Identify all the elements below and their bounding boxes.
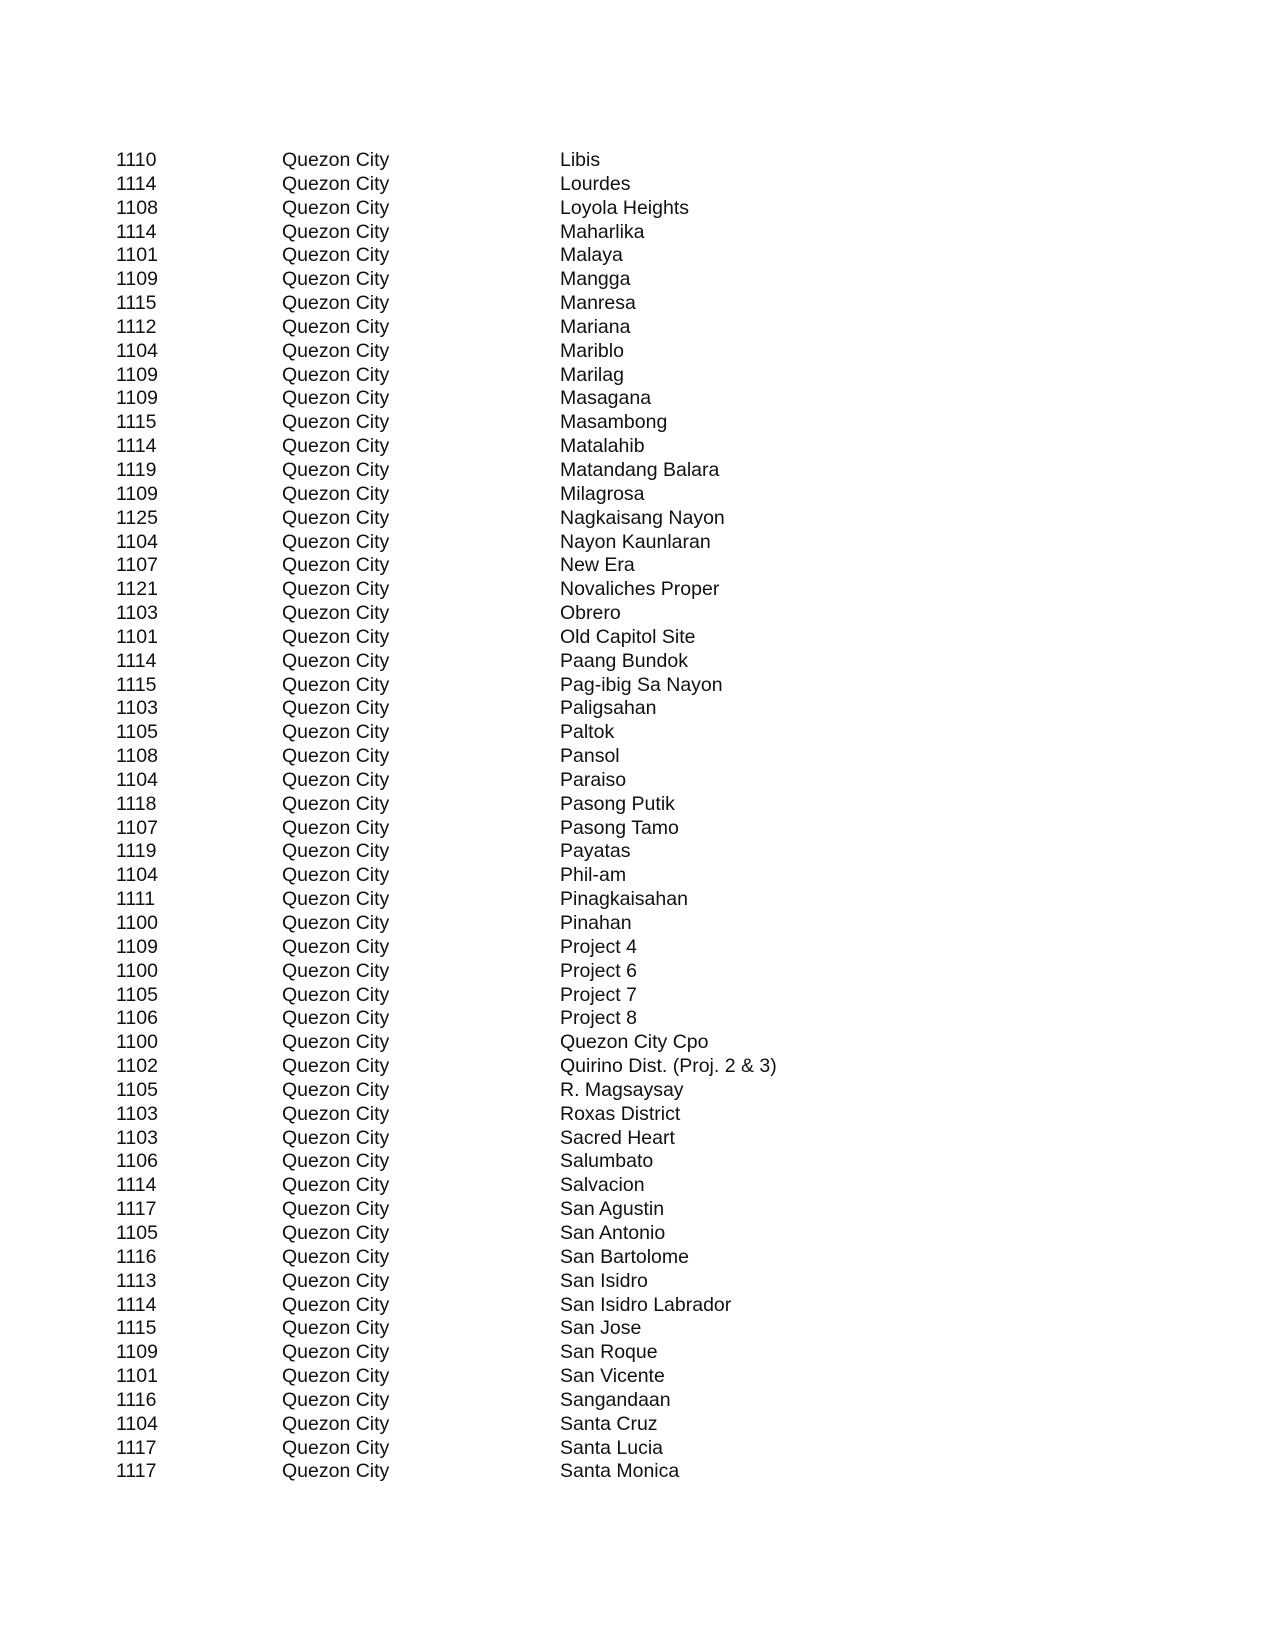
area-name-cell: Project 4 [560, 935, 637, 958]
city-cell: Quezon City [282, 935, 390, 958]
city-cell: Quezon City [282, 912, 390, 934]
zip-code-cell: 1104 [116, 1412, 158, 1435]
area-name-cell: Old Capitol Site [560, 625, 696, 648]
city-cell: Quezon City [282, 1221, 390, 1244]
city-cell: Quezon City [282, 1126, 390, 1149]
table-row [116, 1031, 876, 1055]
area-name-cell: San Roque [560, 1341, 658, 1364]
zip-code-cell: 1114 [116, 1293, 157, 1316]
zip-code-cell: 1103 [116, 602, 158, 625]
city-cell: Quezon City [282, 172, 390, 195]
area-name-cell: Nayon Kaunlaran [560, 530, 711, 553]
zip-code-cell: 1117 [116, 1198, 157, 1221]
table-row [116, 793, 876, 817]
zip-code-cell: 1100 [116, 959, 158, 982]
city-cell: Quezon City [282, 244, 390, 267]
area-name-cell: Sacred Heart [560, 1126, 675, 1149]
table-row [116, 244, 876, 268]
table-row [116, 697, 876, 721]
area-name-cell: Santa Monica [560, 1460, 680, 1483]
table-row [116, 387, 876, 411]
area-name-cell: San Antonio [560, 1221, 666, 1244]
table-row [116, 960, 876, 984]
zip-code-cell: 1115 [116, 411, 157, 434]
zip-code-cell: 1109 [116, 1341, 158, 1364]
area-name-cell: Salvacion [560, 1174, 645, 1197]
city-cell: Quezon City [282, 1245, 390, 1268]
table-row [116, 149, 876, 173]
area-name-cell: Pansol [560, 745, 620, 768]
table-row [116, 268, 876, 292]
area-name-cell: Paltok [560, 721, 615, 744]
zip-code-cell: 1106 [116, 1007, 158, 1030]
city-cell: Quezon City [282, 983, 390, 1006]
city-cell: Quezon City [282, 1388, 390, 1411]
area-name-cell: Payatas [560, 840, 631, 863]
zip-code-cell: 1105 [116, 983, 158, 1006]
area-name-cell: Paraiso [560, 768, 627, 791]
city-cell: Quezon City [282, 697, 390, 720]
city-cell: Quezon City [282, 339, 390, 362]
table-row [116, 984, 876, 1008]
zip-code-cell: 1119 [116, 458, 157, 481]
area-name-cell: Masambong [560, 411, 668, 434]
city-cell: Quezon City [282, 792, 390, 815]
zip-code-cell: 1106 [116, 1150, 158, 1173]
zip-code-table [116, 149, 876, 1484]
table-row [116, 864, 876, 888]
city-cell: Quezon City [282, 363, 390, 386]
area-name-cell: San Isidro [560, 1269, 648, 1292]
area-name-cell: Sangandaan [560, 1388, 671, 1411]
table-row [116, 626, 876, 650]
area-name-cell: San Bartolome [560, 1245, 689, 1268]
table-row [116, 936, 876, 960]
city-cell: Quezon City [282, 578, 390, 601]
table-row [116, 459, 876, 483]
city-cell: Quezon City [282, 1341, 390, 1364]
table-row [116, 1294, 876, 1318]
area-name-cell: R. Magsaysay [560, 1078, 684, 1101]
table-row [116, 340, 876, 364]
city-cell: Quezon City [282, 1174, 390, 1197]
zip-code-cell: 1111 [116, 888, 156, 911]
table-row [116, 1198, 876, 1222]
area-name-cell: Matalahib [560, 435, 645, 458]
area-name-cell: San Agustin [560, 1198, 665, 1221]
zip-code-cell: 1115 [116, 1317, 157, 1340]
city-cell: Quezon City [282, 458, 390, 481]
zip-code-cell: 1103 [116, 1102, 158, 1125]
zip-code-cell: 1112 [116, 315, 157, 338]
area-name-cell: Pag-ibig Sa Nayon [560, 673, 723, 696]
table-row [116, 1079, 876, 1103]
city-cell: Quezon City [282, 387, 390, 410]
table-row [116, 602, 876, 626]
area-name-cell: Novaliches Proper [560, 578, 720, 601]
table-row [116, 650, 876, 674]
table-row [116, 1389, 876, 1413]
city-cell: Quezon City [282, 435, 390, 458]
table-row [116, 292, 876, 316]
table-row [116, 817, 876, 841]
table-row [116, 1103, 876, 1127]
city-cell: Quezon City [282, 768, 390, 791]
zip-code-cell: 1104 [116, 530, 158, 553]
area-name-cell: San Jose [560, 1317, 642, 1340]
table-row [116, 531, 876, 555]
city-cell: Quezon City [282, 1269, 390, 1292]
zip-code-cell: 1117 [116, 1460, 157, 1483]
zip-code-cell: 1109 [116, 482, 158, 505]
city-cell: Quezon City [282, 196, 390, 219]
table-row [116, 1460, 876, 1484]
area-name-cell: Pasong Tamo [560, 816, 679, 839]
table-row [116, 1413, 876, 1437]
zip-code-cell: 1103 [116, 1126, 158, 1149]
table-row [116, 912, 876, 936]
table-row [116, 1055, 876, 1079]
area-name-cell: Pasong Putik [560, 792, 675, 815]
zip-code-cell: 1109 [116, 387, 158, 410]
table-row [116, 1222, 876, 1246]
city-cell: Quezon City [282, 1412, 390, 1435]
table-row [116, 507, 876, 531]
zip-code-cell: 1105 [116, 1078, 158, 1101]
area-name-cell: San Vicente [560, 1365, 665, 1388]
area-name-cell: Paligsahan [560, 697, 657, 720]
area-name-cell: Milagrosa [560, 482, 645, 505]
city-cell: Quezon City [282, 482, 390, 505]
table-row [116, 745, 876, 769]
area-name-cell: Manresa [560, 292, 636, 315]
area-name-cell: Project 6 [560, 959, 637, 982]
zip-code-cell: 1117 [116, 1436, 157, 1459]
area-name-cell: Lourdes [560, 172, 631, 195]
zip-code-cell: 1104 [116, 339, 158, 362]
zip-code-cell: 1121 [116, 578, 158, 601]
area-name-cell: Quirino Dist. (Proj. 2 & 3) [560, 1055, 777, 1078]
city-cell: Quezon City [282, 625, 390, 648]
table-row [116, 1437, 876, 1461]
city-cell: Quezon City [282, 554, 390, 577]
table-row [116, 1007, 876, 1031]
zip-code-cell: 1104 [116, 768, 158, 791]
area-name-cell: Pinahan [560, 912, 632, 934]
zip-code-cell: 1114 [116, 172, 157, 195]
area-name-cell: Mariblo [560, 339, 624, 362]
city-cell: Quezon City [282, 1365, 390, 1388]
table-row [116, 769, 876, 793]
zip-code-cell: 1115 [116, 673, 157, 696]
table-row [116, 1246, 876, 1270]
area-name-cell: Loyola Heights [560, 196, 689, 219]
table-row [116, 1150, 876, 1174]
city-cell: Quezon City [282, 1078, 390, 1101]
zip-code-cell: 1100 [116, 1031, 158, 1054]
area-name-cell: Salumbato [560, 1150, 654, 1173]
area-name-cell: New Era [560, 554, 635, 577]
zip-code-cell: 1119 [116, 840, 157, 863]
zip-code-cell: 1114 [116, 435, 157, 458]
city-cell: Quezon City [282, 1102, 390, 1125]
zip-code-cell: 1114 [116, 1174, 157, 1197]
table-row [116, 1317, 876, 1341]
city-cell: Quezon City [282, 1317, 390, 1340]
zip-code-cell: 1108 [116, 196, 158, 219]
city-cell: Quezon City [282, 506, 390, 529]
area-name-cell: Mangga [560, 268, 631, 291]
zip-code-cell: 1125 [116, 506, 158, 529]
zip-code-cell: 1101 [116, 1365, 158, 1388]
area-name-cell: Paang Bundok [560, 649, 688, 672]
area-name-cell: Maharlika [560, 220, 645, 243]
city-cell: Quezon City [282, 1150, 390, 1173]
area-name-cell: Pinagkaisahan [560, 888, 688, 911]
area-name-cell: Malaya [560, 244, 623, 267]
city-cell: Quezon City [282, 864, 390, 887]
city-cell: Quezon City [282, 268, 390, 291]
table-row [116, 197, 876, 221]
table-row [116, 364, 876, 388]
zip-code-cell: 1109 [116, 363, 158, 386]
city-cell: Quezon City [282, 1031, 390, 1054]
zip-code-cell: 1118 [116, 792, 157, 815]
table-row [116, 1174, 876, 1198]
table-row [116, 721, 876, 745]
table-row [116, 1270, 876, 1294]
zip-code-cell: 1107 [116, 816, 158, 839]
area-name-cell: Roxas District [560, 1102, 681, 1125]
area-name-cell: Quezon City Cpo [560, 1031, 709, 1054]
city-cell: Quezon City [282, 745, 390, 768]
zip-code-cell: 1113 [116, 1269, 157, 1292]
table-row [116, 840, 876, 864]
zip-code-cell: 1103 [116, 697, 158, 720]
city-cell: Quezon City [282, 315, 390, 338]
city-cell: Quezon City [282, 673, 390, 696]
zip-code-cell: 1116 [116, 1245, 157, 1268]
zip-code-cell: 1101 [116, 244, 158, 267]
zip-code-cell: 1105 [116, 1221, 158, 1244]
table-row [116, 316, 876, 340]
zip-code-cell: 1105 [116, 721, 158, 744]
city-cell: Quezon City [282, 721, 390, 744]
city-cell: Quezon City [282, 530, 390, 553]
area-name-cell: Obrero [560, 602, 621, 625]
area-name-cell: Libis [560, 149, 601, 171]
city-cell: Quezon City [282, 602, 390, 625]
area-name-cell: San Isidro Labrador [560, 1293, 732, 1316]
city-cell: Quezon City [282, 292, 390, 315]
table-row [116, 1341, 876, 1365]
area-name-cell: Santa Cruz [560, 1412, 658, 1435]
city-cell: Quezon City [282, 1293, 390, 1316]
area-name-cell: Project 7 [560, 983, 637, 1006]
city-cell: Quezon City [282, 411, 390, 434]
table-row [116, 483, 876, 507]
table-row [116, 888, 876, 912]
zip-code-cell: 1109 [116, 935, 158, 958]
zip-code-cell: 1115 [116, 292, 157, 315]
city-cell: Quezon City [282, 888, 390, 911]
area-name-cell: Marilag [560, 363, 624, 386]
table-row [116, 221, 876, 245]
zip-code-cell: 1107 [116, 554, 158, 577]
city-cell: Quezon City [282, 1460, 390, 1483]
area-name-cell: Masagana [560, 387, 652, 410]
zip-code-cell: 1104 [116, 864, 158, 887]
area-name-cell: Project 8 [560, 1007, 637, 1030]
city-cell: Quezon City [282, 149, 390, 171]
zip-code-cell: 1108 [116, 745, 158, 768]
table-row [116, 578, 876, 602]
city-cell: Quezon City [282, 1198, 390, 1221]
area-name-cell: Santa Lucia [560, 1436, 663, 1459]
zip-code-cell: 1100 [116, 912, 158, 934]
table-row [116, 173, 876, 197]
city-cell: Quezon City [282, 649, 390, 672]
table-row [116, 1365, 876, 1389]
area-name-cell: Matandang Balara [560, 458, 720, 481]
table-row [116, 1127, 876, 1151]
city-cell: Quezon City [282, 220, 390, 243]
zip-code-cell: 1110 [116, 149, 157, 171]
city-cell: Quezon City [282, 816, 390, 839]
city-cell: Quezon City [282, 959, 390, 982]
area-name-cell: Mariana [560, 315, 631, 338]
table-row [116, 674, 876, 698]
zip-code-cell: 1101 [116, 625, 158, 648]
area-name-cell: Phil-am [560, 864, 627, 887]
table-row [116, 435, 876, 459]
city-cell: Quezon City [282, 1436, 390, 1459]
table-row [116, 411, 876, 435]
zip-code-cell: 1116 [116, 1388, 157, 1411]
city-cell: Quezon City [282, 1007, 390, 1030]
table-row [116, 554, 876, 578]
zip-code-cell: 1114 [116, 220, 157, 243]
area-name-cell: Nagkaisang Nayon [560, 506, 725, 529]
zip-code-cell: 1102 [116, 1055, 158, 1078]
city-cell: Quezon City [282, 1055, 390, 1078]
zip-code-cell: 1109 [116, 268, 158, 291]
zip-code-cell: 1114 [116, 649, 157, 672]
city-cell: Quezon City [282, 840, 390, 863]
